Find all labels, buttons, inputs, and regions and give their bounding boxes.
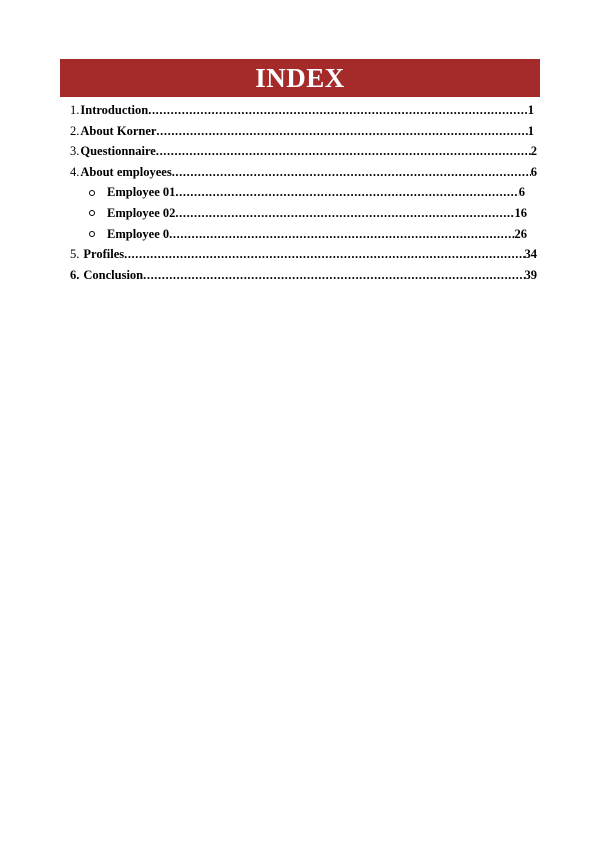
toc-number: 3. <box>70 144 80 159</box>
toc-label: Introduction <box>80 103 149 118</box>
index-title: INDEX <box>255 62 345 93</box>
dot-leader <box>172 166 531 179</box>
dot-leader <box>143 269 524 282</box>
dot-leader <box>148 104 528 117</box>
toc-entry-profiles[interactable] <box>60 244 537 265</box>
toc-page-number: 26 <box>514 226 527 241</box>
dot-leader <box>124 248 524 261</box>
toc-label: Profiles <box>83 247 125 262</box>
toc-page-number: 1 <box>527 103 534 118</box>
toc-label: Employee 0 <box>107 226 170 241</box>
toc-page-number: 6 <box>518 185 525 200</box>
dot-leader <box>169 228 514 241</box>
toc-entry-about-korner[interactable] <box>60 121 534 142</box>
dot-leader <box>175 186 518 199</box>
table-of-contents <box>60 100 540 285</box>
toc-entry-employee-02[interactable] <box>60 203 527 224</box>
toc-entry-employee-0[interactable] <box>60 224 527 245</box>
toc-entry-questionnaire[interactable] <box>60 141 537 162</box>
toc-entry-conclusion[interactable] <box>60 265 537 286</box>
dot-leader <box>156 125 527 138</box>
circle-bullet-icon <box>89 210 95 216</box>
toc-label: About employees <box>80 164 172 179</box>
circle-bullet-icon <box>89 231 95 237</box>
toc-page-number: 6 <box>530 164 537 179</box>
toc-number: 1. <box>70 103 80 118</box>
toc-label: Conclusion <box>83 267 144 282</box>
toc-number: 4. <box>70 164 80 179</box>
toc-label: Employee 02 <box>107 206 176 221</box>
toc-entry-about-employees[interactable] <box>60 162 537 183</box>
toc-entry-introduction[interactable] <box>60 100 534 121</box>
toc-number: 5. <box>70 247 80 262</box>
toc-entry-employee-01[interactable] <box>60 182 525 203</box>
toc-label: Questionnaire <box>80 144 156 159</box>
dot-leader <box>175 207 514 220</box>
toc-page-number: 2 <box>530 144 537 159</box>
circle-bullet-icon <box>89 190 95 196</box>
toc-number: 2. <box>70 123 80 138</box>
toc-page-number: 34 <box>524 247 537 262</box>
toc-label: About Korner <box>80 123 157 138</box>
toc-page-number: 16 <box>514 206 527 221</box>
dot-leader <box>156 145 531 158</box>
index-banner <box>60 59 540 97</box>
toc-page-number: 39 <box>524 267 537 282</box>
toc-page-number: 1 <box>527 123 534 138</box>
toc-label: Employee 01 <box>107 185 176 200</box>
toc-number: 6. <box>70 267 80 282</box>
